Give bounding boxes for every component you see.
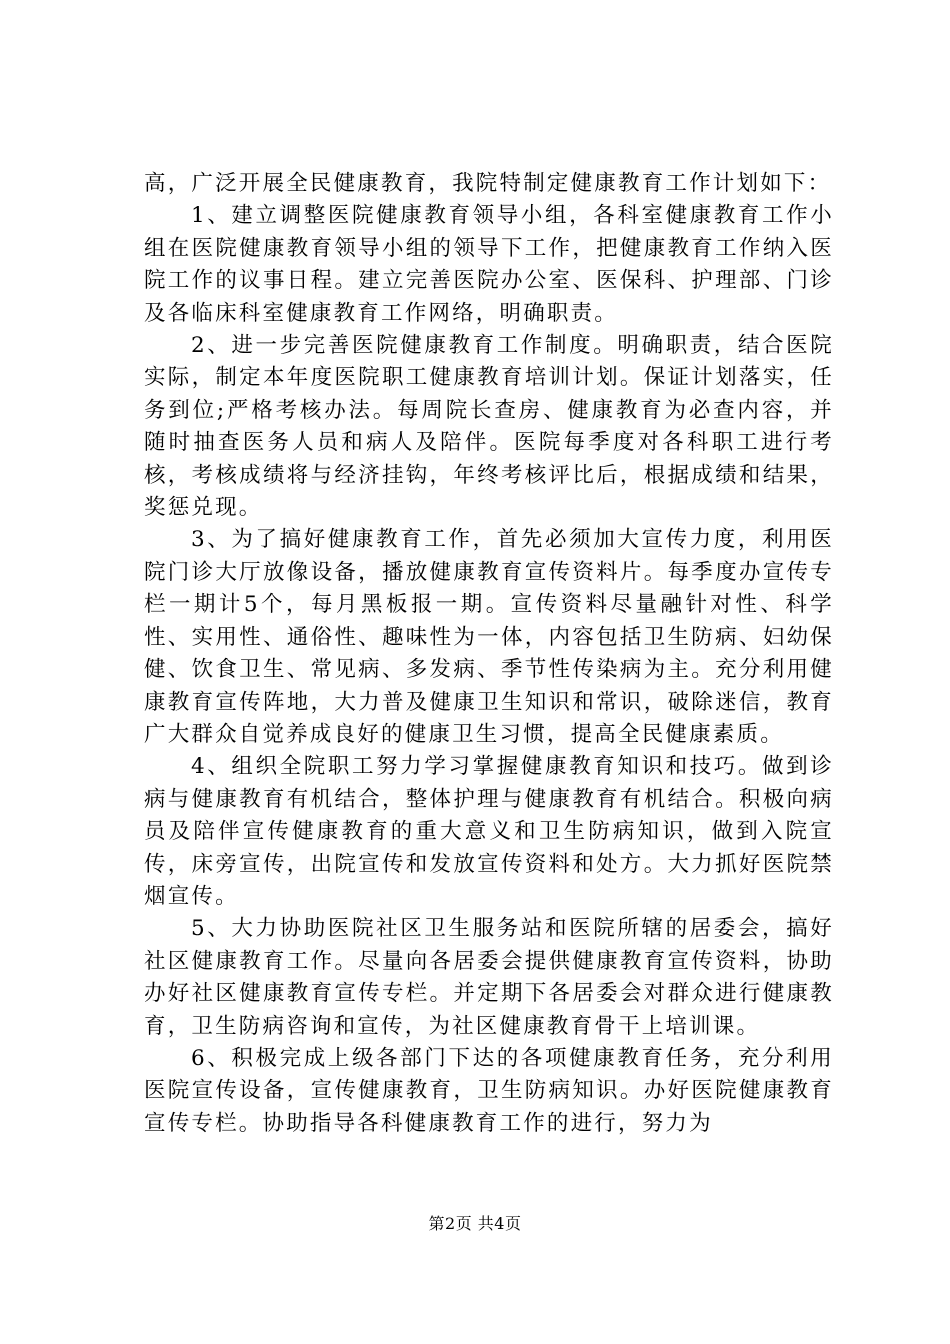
paragraph-item-5: 5、大力协助医院社区卫生服务站和医院所辖的居委会，搞好社区健康教育工作。尽量向各居委会提供健康教育宣传资料，协助办好社区健康教育宣传专栏。并定期下各居委会对群众进行健康教育，卫生防病咨询和宣传，为社区健康教育骨干上培训课。 — [144, 916, 834, 1039]
paragraph-item-2: 2、进一步完善医院健康教育工作制度。明确职责，结合医院实际，制定本年度医院职工健康教育培训计划。保证计划落实，任务到位;严格考核办法。每周院长查房、健康教育为必查内容，并随时抽查医务人员和病人及陪伴。医院每季度对各科职工进行考核，考核成绩将与经济挂钩，年终考核评比后，根据成绩和结果，奖惩兑现。 — [144, 333, 834, 521]
paragraph-item-1: 1、建立调整医院健康教育领导小组，各科室健康教育工作小组在医院健康教育领导小组的领导下工作，把健康教育工作纳入医院工作的议事日程。建立完善医院办公室、医保科、护理部、门诊及各临床科室健康教育工作网络，明确职责。 — [144, 203, 834, 326]
document-body — [144, 168, 834, 1140]
paragraph-item-3: 3、为了搞好健康教育工作，首先必须加大宣传力度，利用医院门诊大厅放像设备，播放健康教育宣传资料片。每季度办宣传专栏一期计5个，每月黑板报一期。宣传资料尽量融针对性、科学性、实用性、通俗性、趣味性为一体，内容包括卫生防病、妇幼保健、饮食卫生、常见病、多发病、季节性传染病为主。充分利用健康教育宣传阵地，大力普及健康卫生知识和常识，破除迷信，教育广大群众自觉养成良好的健康卫生习惯，提高全民健康素质。 — [144, 527, 834, 747]
paragraph-item-6: 6、积极完成上级各部门下达的各项健康教育任务，充分利用医院宣传设备，宣传健康教育，卫生防病知识。办好医院健康教育宣传专栏。协助指导各科健康教育工作的进行，努力为 — [144, 1045, 834, 1136]
paragraph-item-4: 4、组织全院职工努力学习掌握健康教育知识和技巧。做到诊病与健康教育有机结合，整体护理与健康教育有机结合。积极向病员及陪伴宣传健康教育的重大意义和卫生防病知识，做到入院宣传，床旁宣传，出院宣传和发放宣传资料和处方。大力抓好医院禁烟宣传。 — [144, 754, 834, 909]
page-number-footer: 第2页 共4页 — [428, 1214, 522, 1233]
paragraph-intro: 高，广泛开展全民健康教育，我院特制定健康教育工作计划如下： — [144, 171, 832, 196]
